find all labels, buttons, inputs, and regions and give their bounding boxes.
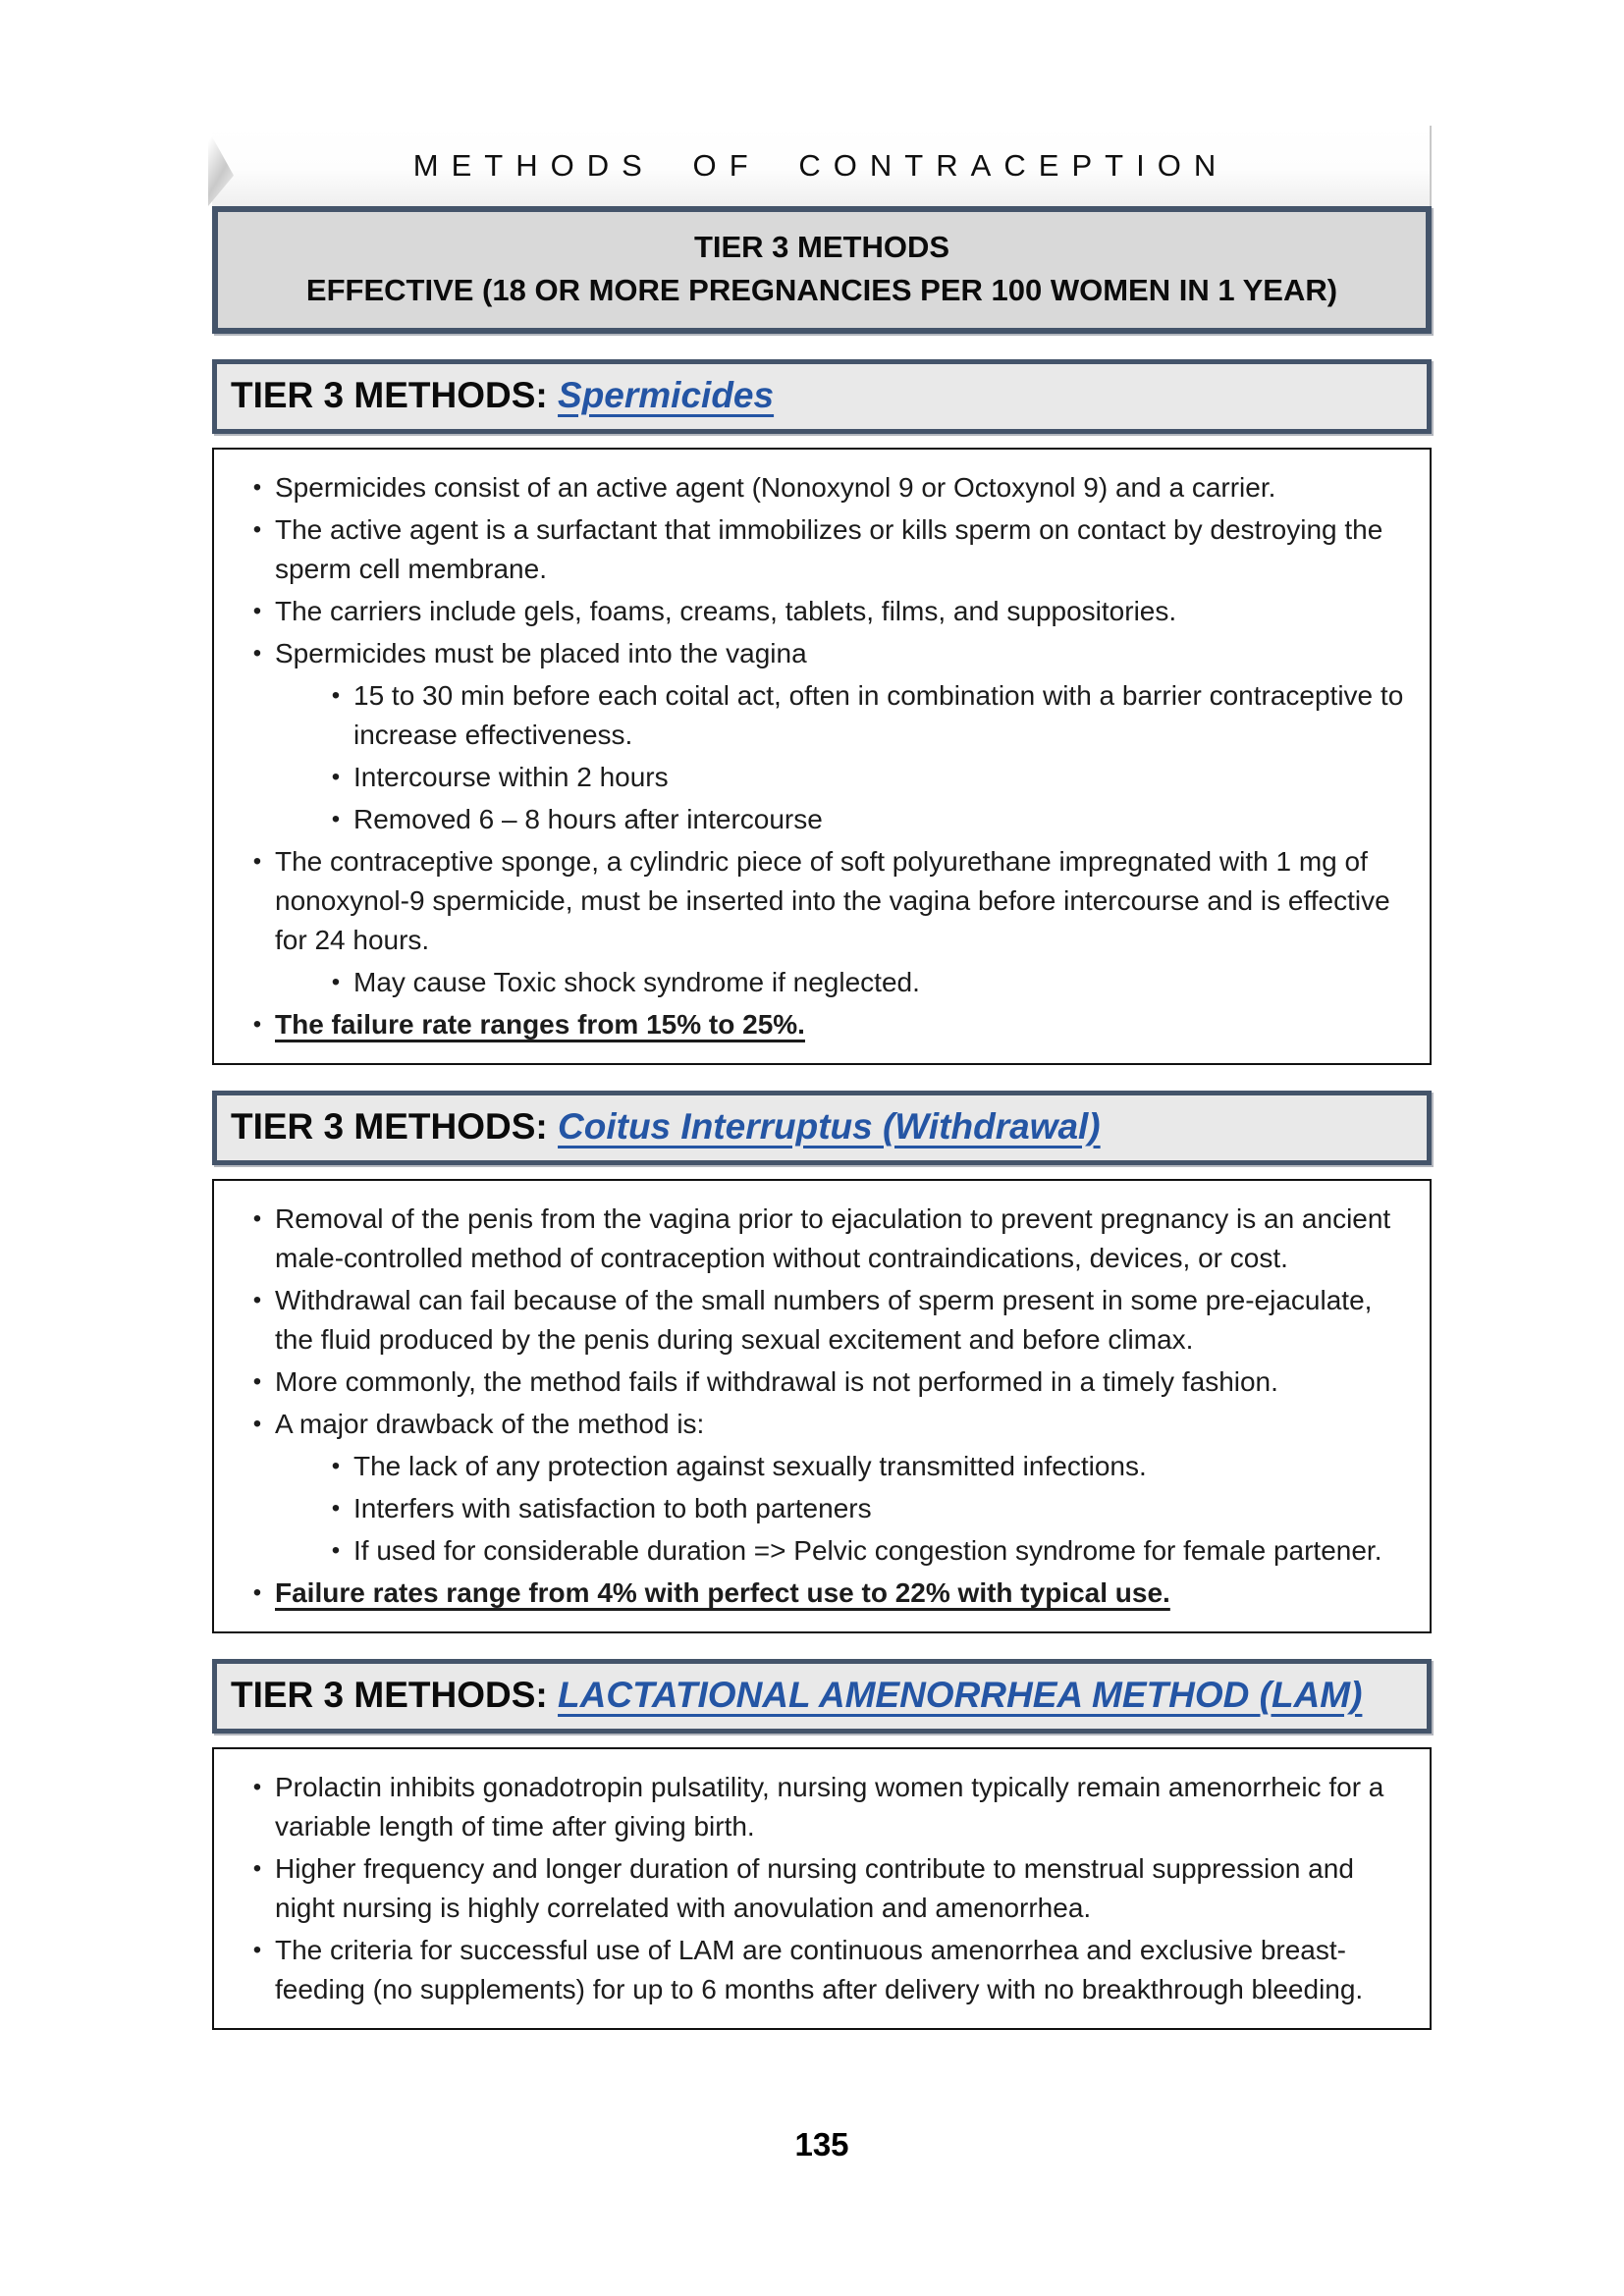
title-ribbon [212, 126, 1432, 206]
page-title: METHODS OF CONTRACEPTION [412, 148, 1229, 183]
section-header [212, 359, 1432, 434]
section-header-link[interactable]: Coitus Interruptus (Withdrawal) [558, 1106, 1101, 1147]
bullet-text: Higher frequency and longer duration of nursing contribute to menstrual suppression and night nursing is highly correlated with anovulation and amenorrhea. [275, 1853, 1354, 1923]
section-bullets [212, 448, 1432, 1065]
bullet-item [214, 1005, 1416, 1044]
bullet-item [214, 1768, 1416, 1846]
bullet-text: The lack of any protection against sexually transmitted infections. [353, 1451, 1147, 1481]
bullet-text: Failure rates range from 4% with perfect use to 22% with typical use. [275, 1577, 1170, 1608]
sections [212, 359, 1432, 2030]
bullet-item [214, 468, 1416, 507]
bullet-text: Interfers with satisfaction to both parteners [353, 1493, 872, 1523]
bullet-text: A major drawback of the method is: [275, 1409, 705, 1439]
bullet-item [214, 592, 1416, 631]
bullet-text: May cause Toxic shock syndrome if neglected. [353, 967, 920, 997]
bullet-text: Prolactin inhibits gonadotropin pulsatility, nursing women typically remain amenorrheic for a variable length of time after giving birth. [275, 1772, 1384, 1842]
bullet-marker: • [252, 848, 262, 875]
bullet-marker: • [331, 1453, 341, 1479]
bullet-text: If used for considerable duration => Pelvic congestion syndrome for female partener. [353, 1535, 1382, 1566]
bullet-marker: • [331, 682, 341, 709]
bullet-marker: • [331, 1495, 341, 1522]
section-header-prefix: TIER 3 METHODS: [231, 1675, 559, 1715]
bullet-marker: • [252, 1205, 262, 1232]
section-header-prefix: TIER 3 METHODS: [231, 1106, 559, 1147]
tier-banner-line2: EFFECTIVE (18 OR MORE PREGNANCIES PER 100 WOMEN IN 1 YEAR) [305, 273, 1338, 307]
section-header [212, 1659, 1432, 1734]
bullet-text: Removal of the penis from the vagina prior to ejaculation to prevent pregnancy is an ancient male-controlled method of contraception without contraindications, devices, or cost. [275, 1203, 1391, 1273]
bullet-marker: • [252, 598, 262, 624]
bullet-marker: • [252, 1411, 262, 1437]
bullet-item [214, 1574, 1416, 1613]
bullet-marker: • [331, 806, 341, 832]
section [212, 359, 1432, 1065]
bullet-text: Withdrawal can fail because of the small numbers of sperm present in some pre-ejaculate, the fluid produced by the penis during sexual excitement and before climax. [275, 1285, 1373, 1355]
bullet-item [214, 1362, 1416, 1402]
bullet-marker: • [252, 1368, 262, 1395]
bullet-item [214, 800, 1416, 839]
bullet-text: Removed 6 – 8 hours after intercourse [353, 804, 823, 834]
section-header-link[interactable]: LACTATIONAL AMENORRHEA METHOD (LAM) [558, 1675, 1363, 1715]
section-header-link[interactable]: Spermicides [558, 375, 775, 415]
bullet-item [214, 1531, 1416, 1571]
bullet-text: Spermicides consist of an active agent (Nonoxynol 9 or Octoxynol 9) and a carrier. [275, 472, 1276, 503]
section-bullets [212, 1747, 1432, 2030]
bullet-text: 15 to 30 min before each coital act, often in combination with a barrier contraceptive to increase effectiveness. [353, 680, 1404, 750]
bullet-marker: • [252, 640, 262, 667]
bullet-marker: • [252, 1011, 262, 1038]
bullet-item [214, 1489, 1416, 1528]
tier-banner [212, 206, 1432, 334]
section [212, 1659, 1432, 2030]
bullet-item [214, 1447, 1416, 1486]
section-header-prefix: TIER 3 METHODS: [231, 375, 559, 415]
bullet-text: The criteria for successful use of LAM are continuous amenorrhea and exclusive breast-feeding (no supplements) for up to 6 months after delivery with no breakthrough bleeding. [275, 1935, 1364, 2004]
bullet-item [214, 634, 1416, 673]
bullet-marker: • [331, 764, 341, 790]
section [212, 1091, 1432, 1633]
bullet-item [214, 758, 1416, 797]
section-header [212, 1091, 1432, 1165]
bullet-marker: • [252, 1937, 262, 1963]
bullet-item [214, 1849, 1416, 1928]
bullet-item [214, 1200, 1416, 1278]
bullet-item [214, 1281, 1416, 1360]
tier-banner-line1: TIER 3 METHODS [693, 230, 950, 264]
bullet-marker: • [252, 1855, 262, 1882]
bullet-marker: • [252, 1287, 262, 1313]
bullet-text: More commonly, the method fails if withdrawal is not performed in a timely fashion. [275, 1366, 1278, 1397]
bullet-marker: • [252, 1579, 262, 1606]
bullet-item [214, 676, 1416, 755]
bullet-marker: • [252, 474, 262, 501]
bullet-text: The contraceptive sponge, a cylindric piece of soft polyurethane impregnated with 1 mg of nonoxynol-9 spermicide, must be inserted into the vagina before intercourse and is effective for 24 hours. [275, 846, 1390, 955]
bullet-item [214, 842, 1416, 960]
bullet-item [214, 510, 1416, 589]
bullet-text: Intercourse within 2 hours [353, 762, 669, 792]
bullet-text: The active agent is a surfactant that immobilizes or kills sperm on contact by destroying the sperm cell membrane. [275, 514, 1383, 584]
bullet-text: Spermicides must be placed into the vagina [275, 638, 807, 668]
bullet-marker: • [252, 1774, 262, 1800]
bullet-item [214, 1405, 1416, 1444]
page-number: 135 [794, 2126, 849, 2163]
bullet-text: The failure rate ranges from 15% to 25%. [275, 1009, 805, 1040]
bullet-marker: • [331, 969, 341, 995]
section-bullets [212, 1179, 1432, 1633]
bullet-item [214, 1931, 1416, 2009]
bullet-text: The carriers include gels, foams, creams, tablets, films, and suppositories. [275, 596, 1177, 626]
content-column [212, 126, 1432, 2163]
bullet-marker: • [331, 1537, 341, 1564]
bullet-item [214, 963, 1416, 1002]
bullet-marker: • [252, 516, 262, 543]
